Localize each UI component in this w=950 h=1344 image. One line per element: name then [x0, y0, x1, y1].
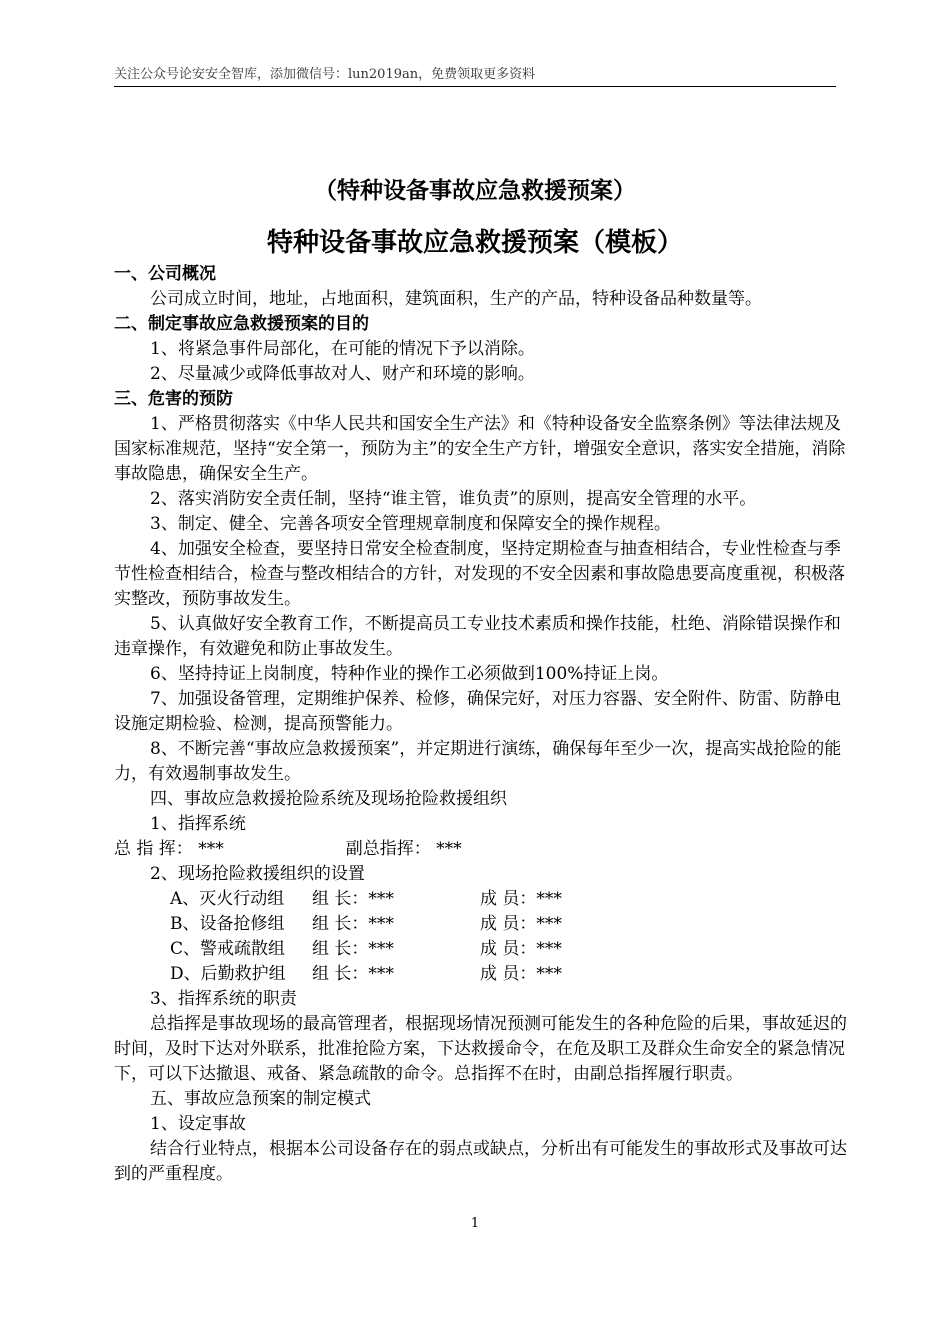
- document-body: [114, 262, 854, 1187]
- group-leader: 组 长：***: [312, 939, 394, 959]
- command-row: [114, 837, 854, 862]
- document-subtitle: （特种设备事故应急救援预案）: [314, 178, 636, 204]
- paragraph: 公司成立时间，地址，占地面积，建筑面积，生产的产品，特种设备品种数量等。: [150, 289, 762, 309]
- group-row: [114, 912, 854, 937]
- document-title: 特种设备事故应急救援预案（模板）: [266, 228, 683, 258]
- subheading: 2、现场抢险救援组织的设置: [150, 864, 365, 884]
- paragraph: 1、严格贯彻落实《中华人民共和国安全生产法》和《特种设备安全监察条例》等法律法规及国家标准规范，坚持“安全第一，预防为主”的安全生产方针，增强安全意识，落实安全措施，消除事故隐患，确保安全生产。: [114, 414, 846, 484]
- subheading: 1、设定事故: [150, 1114, 246, 1134]
- section-heading-1: 一、公司概况: [114, 264, 216, 284]
- group-name: D、后勤救护组: [170, 964, 286, 984]
- paragraph: 4、加强安全检查，要坚持日常安全检查制度，坚持定期检查与抽查相结合，专业性检查与季节性检查相结合，检查与整改相结合的方针，对发现的不安全因素和事故隐患要高度重视，积极落实整改，预防事故发生。: [114, 539, 845, 609]
- group-leader: 组 长：***: [312, 964, 394, 984]
- paragraph: 总指挥是事故现场的最高管理者，根据现场情况预测可能发生的各种危险的后果，事故延迟的时间，及时下达对外联系，批准抢险方案，下达救援命令，在危及职工及群众生命安全的紧急情况下，可以下达撤退、戒备、紧急疏散的命令。总指挥不在时，由副总指挥履行职责。: [114, 1014, 847, 1084]
- paragraph: 结合行业特点，根据本公司设备存在的弱点或缺点，分析出有可能发生的事故形式及事故可达到的严重程度。: [114, 1139, 847, 1184]
- commander: 总 指 挥： ***: [114, 839, 224, 859]
- group-member: 成 员：***: [480, 914, 562, 934]
- paragraph: 8、不断完善“事故应急救援预案”，并定期进行演练，确保每年至少一次，提高实战抢险的能力，有效遏制事故发生。: [114, 739, 842, 784]
- group-row: [114, 937, 854, 962]
- section-heading-4: 四、事故应急救援抢险系统及现场抢险救援组织: [150, 789, 507, 809]
- section-heading-3: 三、危害的预防: [114, 389, 233, 409]
- subheading: 1、指挥系统: [150, 814, 246, 834]
- group-name: B、设备抢修组: [170, 914, 285, 934]
- page-header: 关注公众号论安安全智库，添加微信号：lun2019an，免费领取更多资料: [114, 66, 836, 87]
- paragraph: 2、尽量减少或降低事故对人、财产和环境的影响。: [150, 364, 535, 384]
- paragraph: 3、制定、健全、完善各项安全管理规章制度和保障安全的操作规程。: [150, 514, 671, 534]
- paragraph: 7、加强设备管理，定期维护保养、检修，确保完好，对压力容器、安全附件、防雷、防静电设施定期检验、检测，提高预警能力。: [114, 689, 841, 734]
- section-heading-2: 二、制定事故应急救援预案的目的: [114, 314, 369, 334]
- group-row: [114, 962, 854, 987]
- paragraph: 5、认真做好安全教育工作，不断提高员工专业技术素质和操作技能，杜绝、消除错误操作和违章操作，有效避免和防止事故发生。: [114, 614, 841, 659]
- group-leader: 组 长：***: [312, 914, 394, 934]
- paragraph: 1、将紧急事件局部化，在可能的情况下予以消除。: [150, 339, 535, 359]
- group-name: C、警戒疏散组: [170, 939, 286, 959]
- group-member: 成 员：***: [480, 964, 562, 984]
- paragraph: 2、落实消防安全责任制，坚持“谁主管，谁负责”的原则，提高安全管理的水平。: [150, 489, 757, 509]
- group-member: 成 员：***: [480, 889, 562, 909]
- group-member: 成 员：***: [480, 939, 562, 959]
- group-name: A、灭火行动组: [170, 889, 285, 909]
- section-heading-5: 五、事故应急预案的制定模式: [150, 1089, 371, 1109]
- page-number: 1: [470, 1216, 480, 1231]
- vice-commander: 副总指挥： ***: [345, 839, 462, 859]
- group-row: [114, 887, 854, 912]
- subheading: 3、指挥系统的职责: [150, 989, 297, 1009]
- group-leader: 组 长：***: [312, 889, 394, 909]
- paragraph: 6、坚持持证上岗制度，特种作业的操作工必须做到100%持证上岗。: [150, 664, 669, 684]
